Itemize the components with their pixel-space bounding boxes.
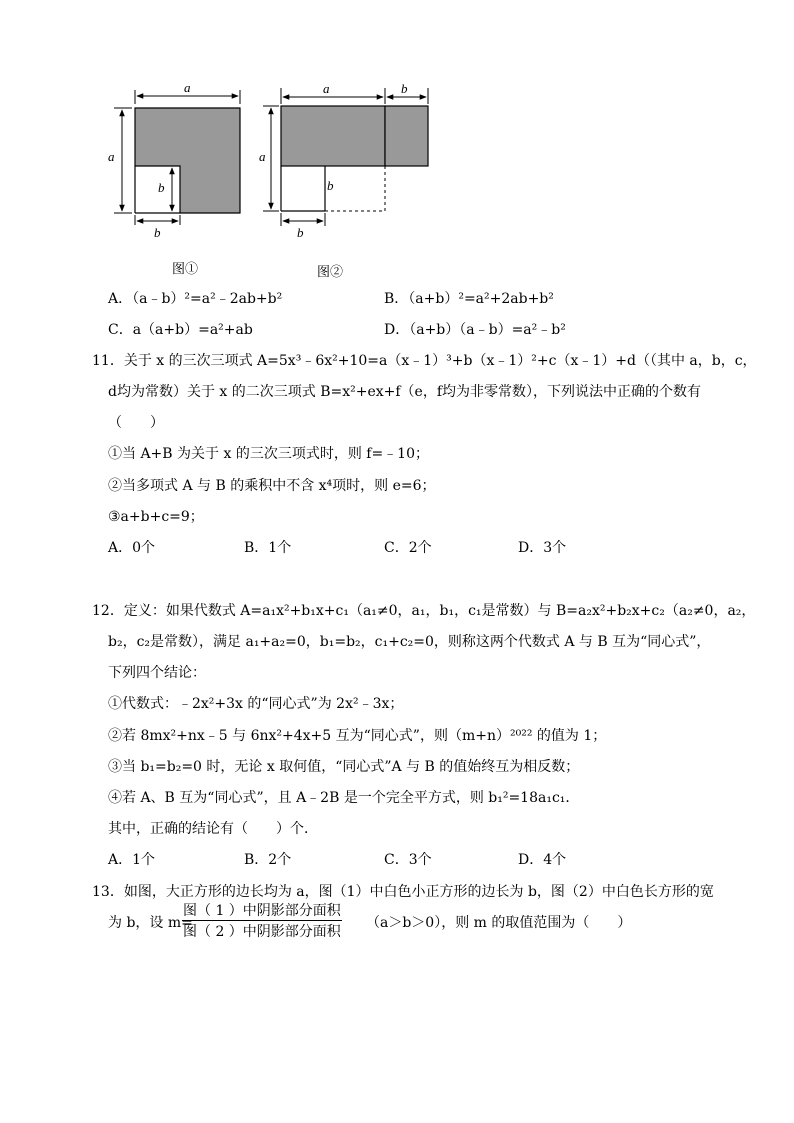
figure-1 [100, 78, 250, 243]
label-b-inner: b [327, 178, 334, 193]
q12-statement-2: ②若 8mx²+nx﹣5 与 6nx²+4x+5 互为“同心式”，则（m+n）²⁰²² 的值为 1； [108, 728, 607, 744]
shaded-rect-right [385, 106, 428, 166]
figure-2 [255, 78, 440, 243]
q11-statement-2: ②当多项式 A 与 B 的乘积中不含 x⁴项时，则 e=6； [108, 478, 436, 494]
label-b-inner: b [158, 180, 165, 195]
q11-option-d: D．3个 [518, 540, 567, 556]
q12-option-a: A．1个 [108, 852, 156, 868]
q10-option-a: A．（a﹣b）²=a²﹣2ab+b² [108, 291, 283, 307]
q12-statement-1: ①代数式：﹣2x²+3x 的“同心式”为 2x²﹣3x； [108, 696, 404, 712]
q12-option-d: D．4个 [518, 852, 567, 868]
q11-statement-1: ①当 A+B 为关于 x 的三次三项式时，则 f=﹣10； [108, 446, 430, 462]
q11-stem-line2: d均为常数）关于 x 的二次三项式 B=x²+ex+f（e，f均为非零常数），下列说法中正确的个数有 [108, 384, 702, 400]
q12-stem-line3: 下列四个结论： [108, 665, 206, 681]
figure-2-caption: 图② [317, 265, 344, 280]
q12-statement-4: ④若 A、B 互为“同心式”，且 A﹣2B 是一个完全平方式，则 b₁²=18a₁c₁． [108, 790, 580, 806]
label-a-top: a [323, 81, 330, 96]
q12-conclusion: 其中，正确的结论有（ ）个． [108, 821, 318, 837]
q12-statement-3: ③当 b₁=b₂=0 时，无论 x 取何值，“同心式”A 与 B 的值始终互为相反数； [108, 759, 580, 775]
q11-stem-line1: 11．关于 x 的三次三项式 A=5x³﹣6x²+10=a（x﹣1）³+b（x﹣1）²+c（x﹣1）+d（（其中 a，b，c， [92, 353, 757, 369]
q11-statement-3: ③a+b+c=9； [108, 509, 204, 525]
q13-stem-line2-suffix: （a＞b＞0），则 m 的取值范围为（ ） [366, 915, 632, 931]
shaded-region [135, 108, 240, 213]
shaded-rect-left [281, 106, 385, 166]
q13-fraction [182, 900, 342, 941]
figure-1-caption: 图① [172, 262, 199, 277]
q12-option-c: C．3个 [384, 852, 432, 868]
label-a-top: a [184, 80, 191, 95]
q10-option-d: D．（a+b）（a﹣b）=a²﹣b² [384, 322, 566, 338]
q10-option-b: B．（a+b）²=a²+2ab+b² [384, 291, 554, 307]
label-b-top: b [401, 81, 408, 96]
q11-option-c: C．2个 [384, 540, 432, 556]
q13-fraction-numerator: 图（ 1 ）中阴影部分面积 [182, 900, 342, 921]
label-a-left: a [108, 149, 115, 164]
q13-stem-line1: 13．如图，大正方形的边长均为 a，图（1）中白色小正方形的边长为 b，图（2）中白色长方形的宽 [92, 884, 714, 900]
label-b-bottom: b [297, 225, 304, 240]
label-b-bottom: b [154, 225, 161, 240]
q11-option-b: B．1个 [244, 540, 292, 556]
q12-stem-line1: 12．定义：如果代数式 A=a₁x²+b₁x+c₁（a₁≠0，a₁，b₁，c₁是常数）与 B=a₂x²+b₂x+c₂（a₂≠0，a₂， [92, 603, 756, 619]
q12-option-b: B．2个 [244, 852, 292, 868]
q13-stem-line2-prefix: 为 b，设 m= [108, 915, 193, 931]
label-a-left: a [259, 149, 266, 164]
q12-stem-line2: b₂，c₂是常数），满足 a₁+a₂=0，b₁=b₂，c₁+c₂=0，则称这两个代数式 A 与 B 互为“同心式”， [108, 634, 711, 650]
q13-fraction-denominator: 图（ 2 ）中阴影部分面积 [183, 924, 341, 940]
q11-stem-line3: （ ） [108, 415, 164, 431]
q11-option-a: A．0个 [108, 540, 156, 556]
q10-option-c: C．a（a+b）=a²+ab [108, 322, 253, 338]
